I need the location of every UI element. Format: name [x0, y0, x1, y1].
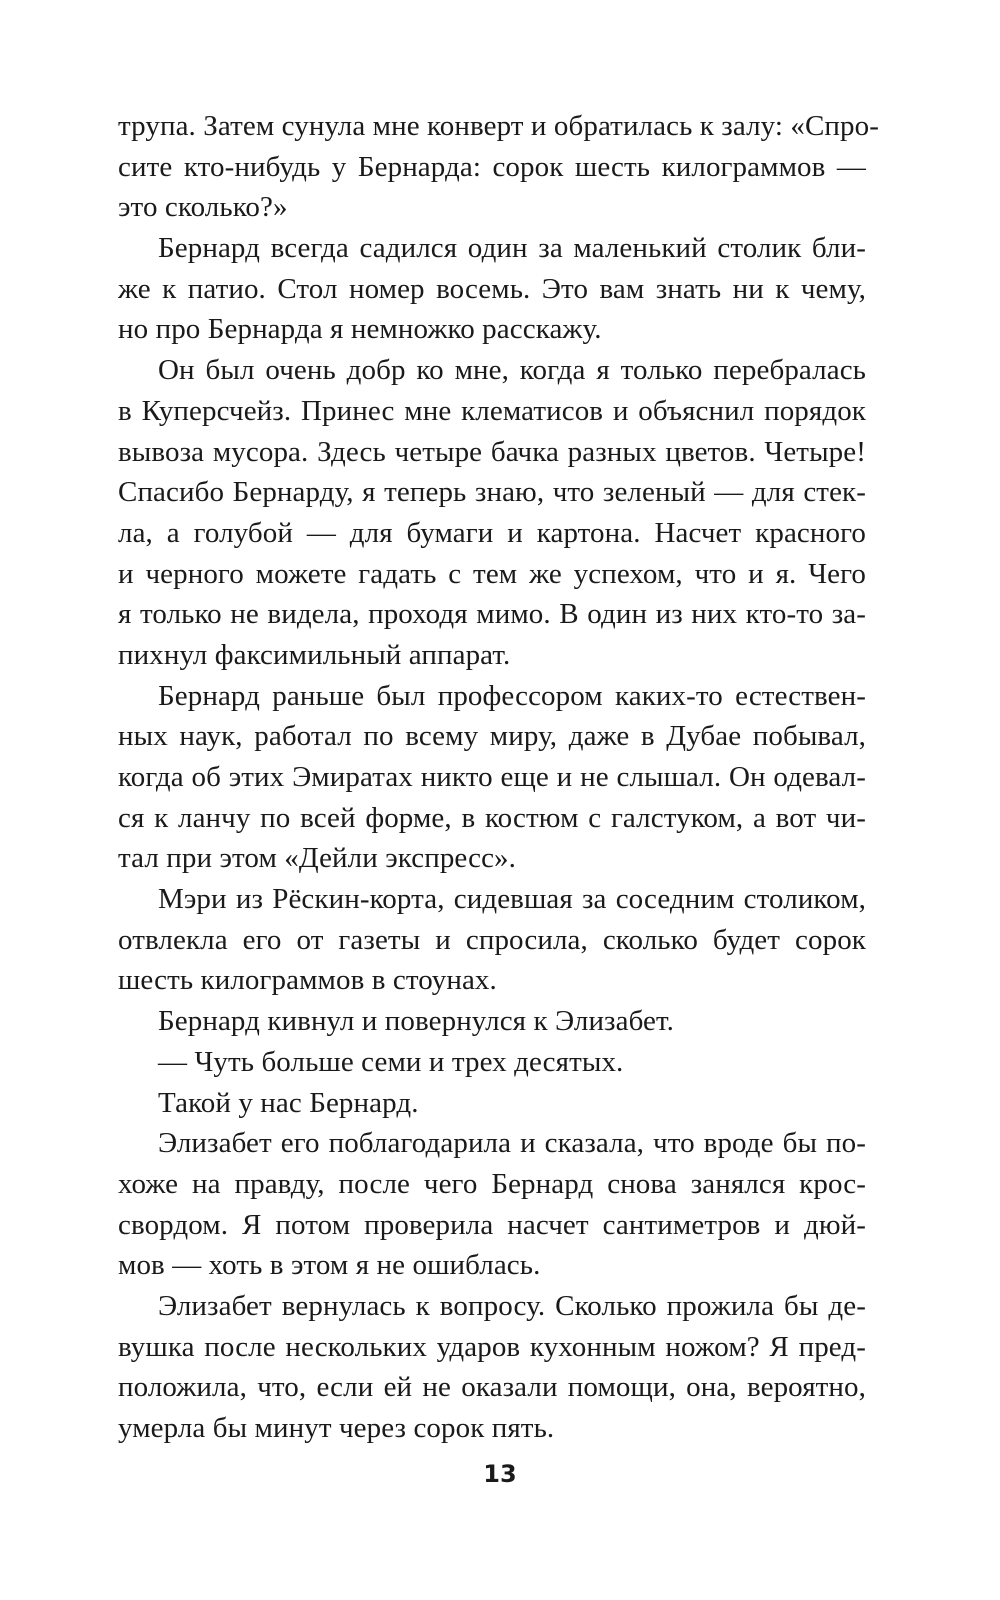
text-line: Он был очень добр ко мне, когда я только перебралась [158, 354, 866, 387]
text-line: Элизабет вернулась к вопросу. Сколько прожила бы де- [158, 1289, 866, 1322]
text-line: это сколько?» [118, 191, 288, 224]
text-line: трупа. Затем сунула мне конверт и обратилась к залу: «Спро- [118, 110, 879, 142]
text-line: когда об этих Эмиратах никто еще и не слышал. Он одевал- [118, 761, 866, 793]
text-line: Мэри из Рёскин-корта, сидевшая за соседним столиком, [158, 883, 866, 916]
text-line: — Чуть больше семи и трех десятых. [158, 1045, 624, 1078]
body-text [118, 106, 879, 1449]
text-line: Элизабет его поблагодарила и сказала, что вроде бы по- [158, 1127, 866, 1160]
text-line: Бернард всегда садился один за маленький столик бли- [158, 232, 866, 265]
text-line: сите кто-нибудь у Бернарда: сорок шесть килограммов — [118, 150, 866, 183]
text-line: вушка после нескольких ударов кухонным ножом? Я пред- [118, 1330, 866, 1363]
text-line: мов — хоть в этом я не ошиблась. [118, 1249, 541, 1282]
text-line: Такой у нас Бернард. [158, 1086, 419, 1119]
text-line: ных наук, работал по всему миру, даже в Дубае побывал, [118, 720, 866, 753]
text-line: свордом. Я потом проверила насчет сантиметров и дюй- [118, 1208, 866, 1241]
text-line: положила, что, если ей не оказали помощи, она, вероятно, [118, 1371, 866, 1404]
text-line: тал при этом «Дейли экспресс». [118, 842, 517, 875]
text-line: отвлекла его от газеты и спросила, сколько будет сорок [118, 923, 866, 956]
text-line: же к патио. Стол номер восемь. Это вам знать ни к чему, [118, 272, 866, 305]
text-line: но про Бернарда я немножко расскажу. [118, 313, 602, 346]
text-line: умерла бы минут через сорок пять. [118, 1412, 555, 1444]
text-line: вывоза мусора. Здесь четыре бачка разных цветов. Четыре! [118, 435, 866, 468]
text-line: ла, а голубой — для бумаги и картона. Насчет красного [118, 516, 866, 549]
text-line: Бернард раньше был профессором каких-то естествен- [158, 679, 866, 712]
text-line: Спасибо Бернарду, я теперь знаю, что зеленый — для стек- [118, 476, 866, 509]
text-line: я только не видела, проходя мимо. В один из них кто-то за- [118, 598, 866, 631]
text-line: ся к ланчу по всей форме, в костюм с галстуком, а вот чи- [118, 801, 866, 834]
text-line: в Куперсчейз. Принес мне клематисов и объяснил порядок [118, 394, 866, 427]
text-line: хоже на правду, после чего Бернард снова занялся крос- [118, 1167, 866, 1200]
text-line: пихнул факсимильный аппарат. [118, 638, 511, 671]
text-line: и черного можете гадать с тем же успехом, что и я. Чего [118, 557, 866, 590]
text-line: шесть килограммов в стоунах. [118, 964, 497, 997]
text-line: Бернард кивнул и повернулся к Элизабет. [158, 1005, 674, 1038]
page-number: 13 [483, 1460, 517, 1488]
